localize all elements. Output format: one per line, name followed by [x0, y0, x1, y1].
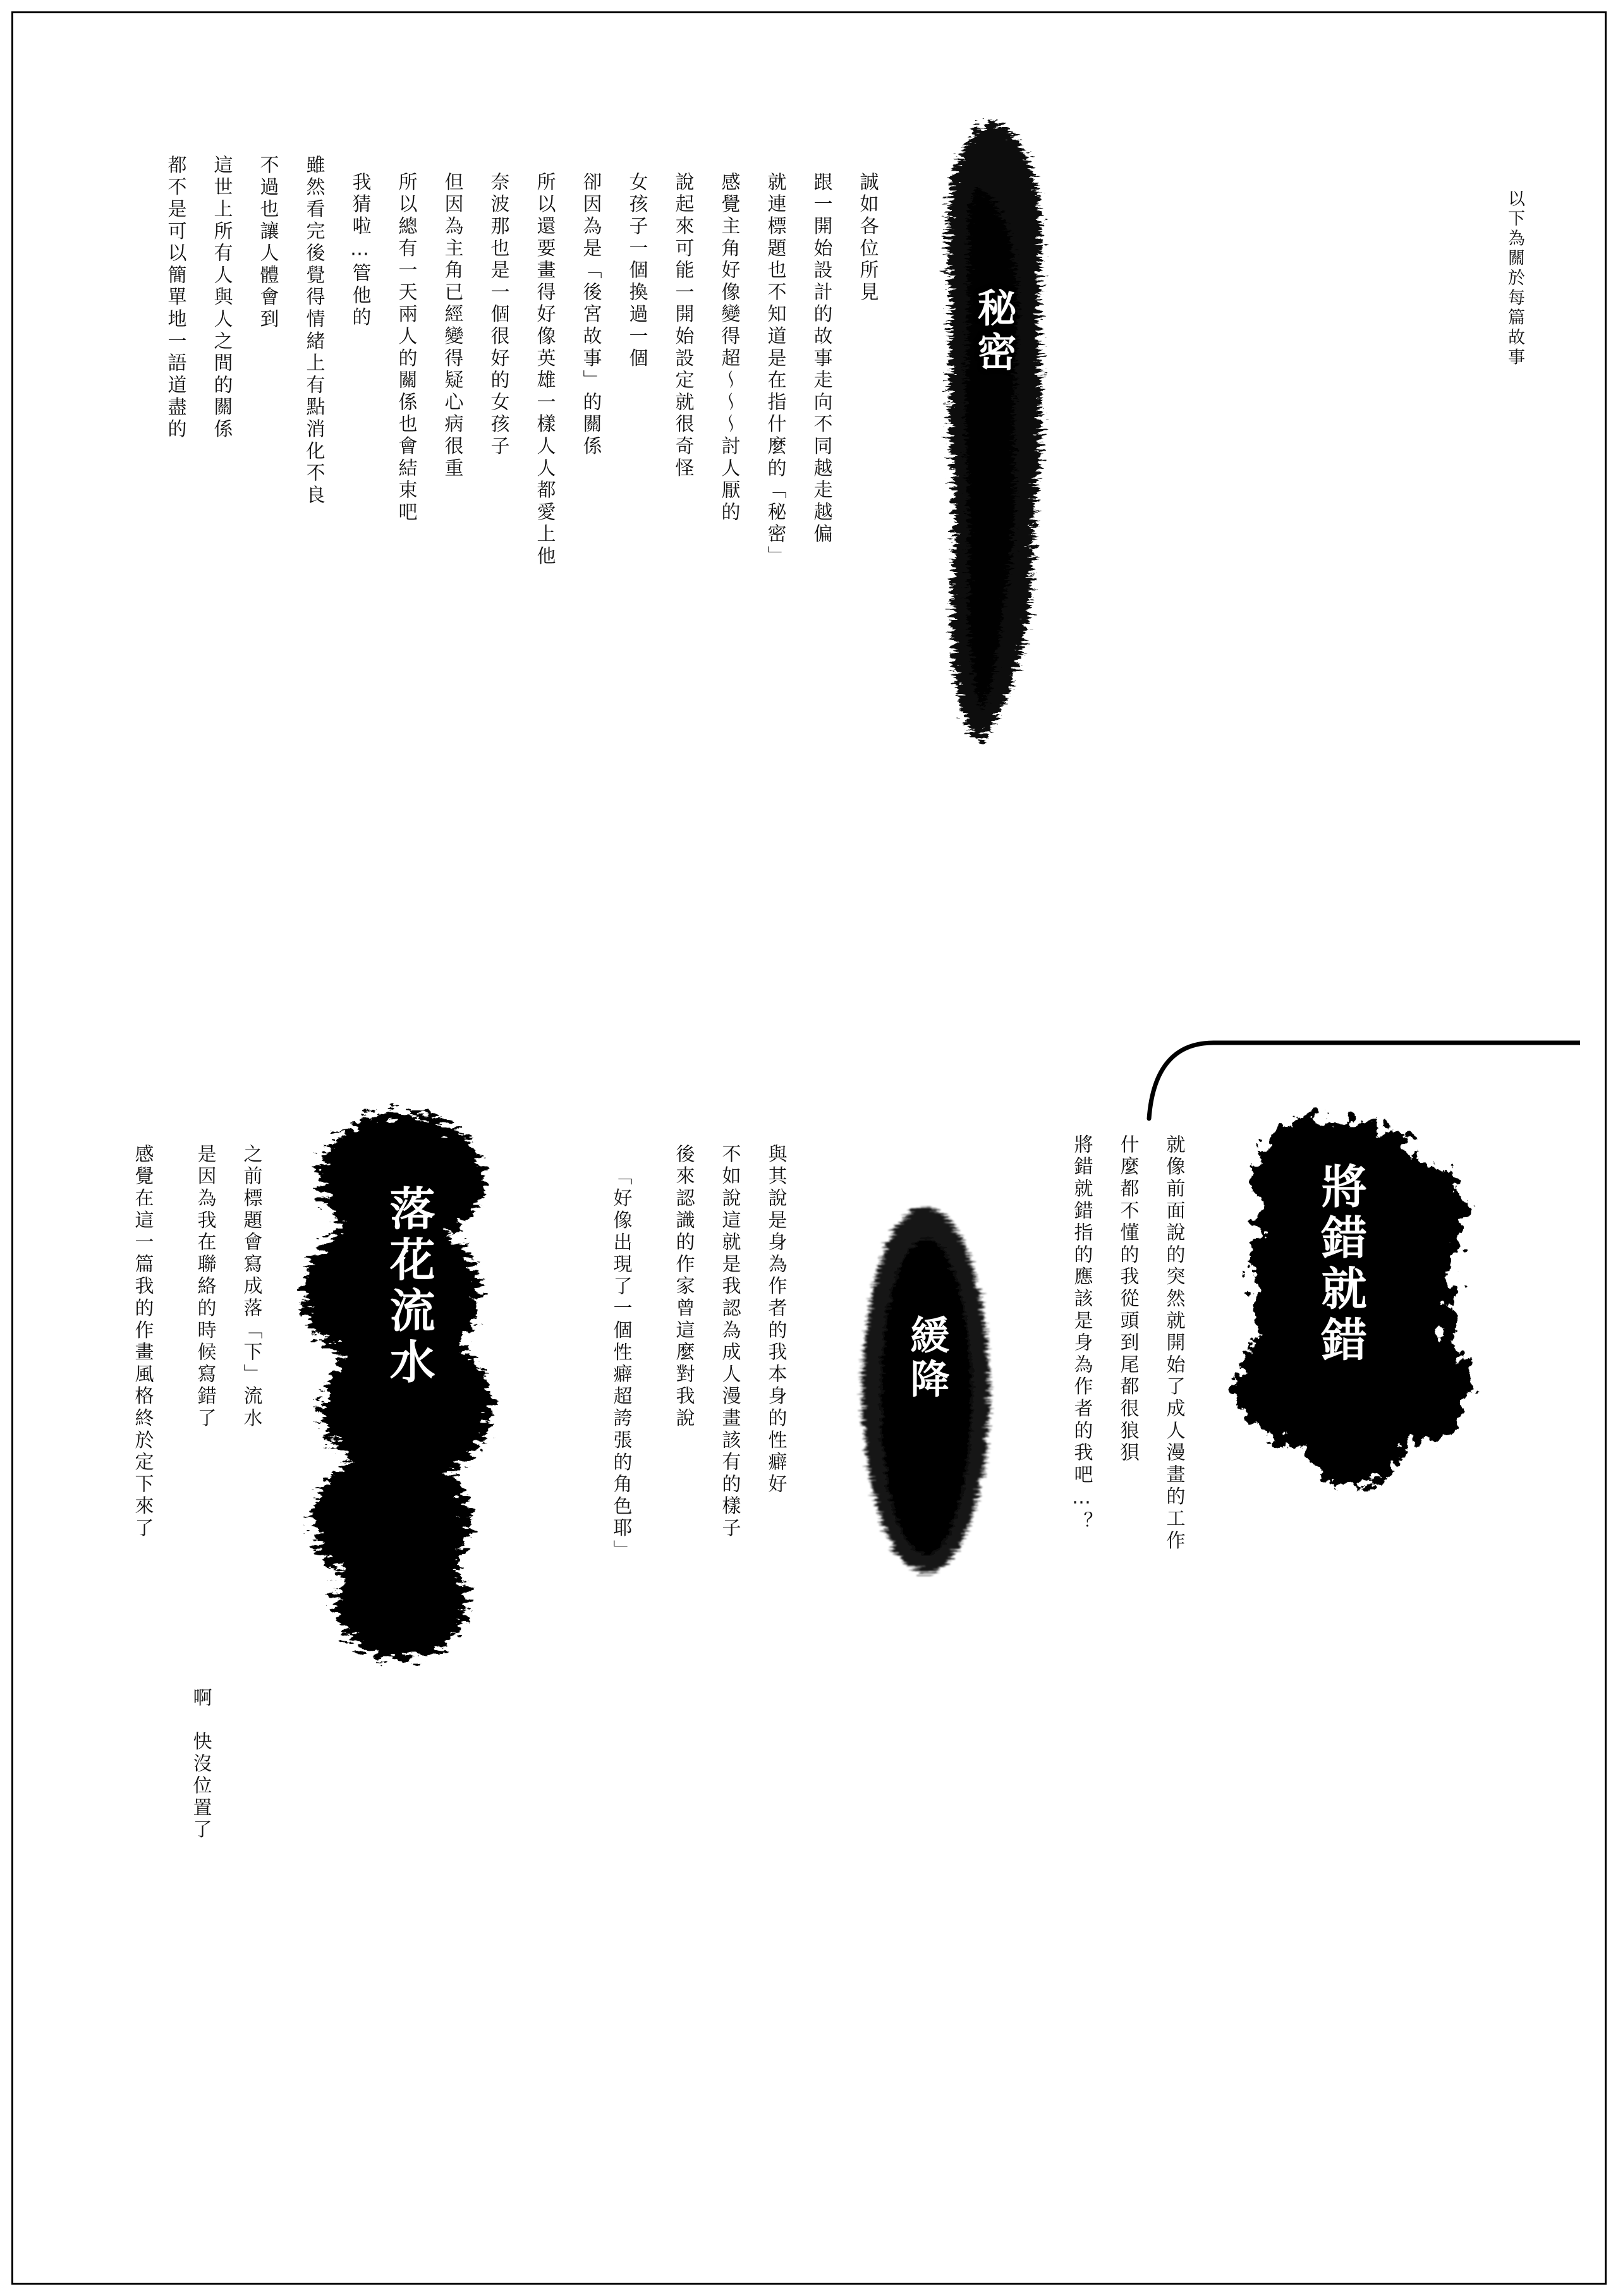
- s1-col-13: 雖然看完後覺得情緒上有點消化不良: [302, 155, 325, 507]
- s1-col-14: 不過也讓人體會到: [256, 155, 279, 331]
- s1-col-5: 說起來可能一開始設定就很奇怪: [671, 172, 694, 480]
- s1-col-11: 所以總有一天兩人的關係也會結束吧: [394, 172, 417, 524]
- intro-note: 以下為關於每篇故事: [1505, 190, 1524, 368]
- s2-col-3: 將錯就錯指的應該是身為作者的我吧…？: [1070, 1134, 1093, 1534]
- s1-col-15: 這世上所有人與人之間的關係: [210, 155, 233, 441]
- s1-col-12: 我猜啦…管他的: [348, 172, 371, 329]
- s1-col-10: 但因為主角已經變得疑心病很重: [441, 172, 463, 480]
- title-blob-mimi-label: 秘密: [971, 288, 1017, 375]
- title-blob-huanjiang: [841, 1188, 1011, 1593]
- s3-col-4: 「好像出現了一個性癖超誇張的角色耶」: [609, 1166, 632, 1562]
- s1-col-6: 女孩子一個換過一個: [625, 172, 648, 370]
- title-blob-huanjiang-label: 緩降: [904, 1315, 950, 1402]
- s3-col-1: 與其說是身為作者的我本身的性癖好: [764, 1144, 787, 1496]
- title-blob-luohua-label: 落花流水: [382, 1185, 435, 1389]
- s1-col-4: 感覺主角好像變得超～～～討人厭的: [717, 172, 740, 524]
- s2-col-2: 什麼都不懂的我從頭到尾都很狼狽: [1116, 1134, 1139, 1464]
- s4-col-4: 啊 快沒位置了: [189, 1687, 212, 1842]
- s1-col-2: 跟一開始設計的故事走向不同越走越偏: [810, 172, 832, 546]
- title-blob-jiangcuo-label: 將錯就錯: [1313, 1163, 1367, 1367]
- title-blob-luohua: [297, 1103, 512, 1672]
- s2-col-1: 就像前面說的突然就開始了成人漫畫的工作: [1162, 1134, 1185, 1553]
- s4-col-3: 感覺在這一篇我的作畫風格終於定下來了: [131, 1144, 154, 1540]
- s4-col-2: 是因為我在聯絡的時候寫錯了: [193, 1144, 216, 1430]
- title-blob-jiangcuo: [1220, 1087, 1485, 1491]
- s1-col-3: 就連標題也不知道是在指什麼的「秘密」: [763, 172, 786, 568]
- s1-col-1: 誠如各位所見: [856, 172, 879, 304]
- s1-col-16: 都不是可以簡單地一語道盡的: [164, 155, 186, 441]
- s1-col-7: 卻因為是「後宮故事」的關係: [579, 172, 602, 458]
- title-blob-mimi: [916, 111, 1074, 755]
- s1-col-9: 奈波那也是一個很好的女孩子: [487, 172, 509, 458]
- s4-col-1: 之前標題會寫成落「下」流水: [240, 1144, 262, 1430]
- s1-col-8: 所以還要畫得好像英雄一樣人人都愛上他: [533, 172, 556, 568]
- s3-col-3: 後來認識的作家曾這麼對我說: [672, 1144, 695, 1430]
- s3-col-2: 不如說這就是我認為成人漫畫該有的樣子: [718, 1144, 741, 1540]
